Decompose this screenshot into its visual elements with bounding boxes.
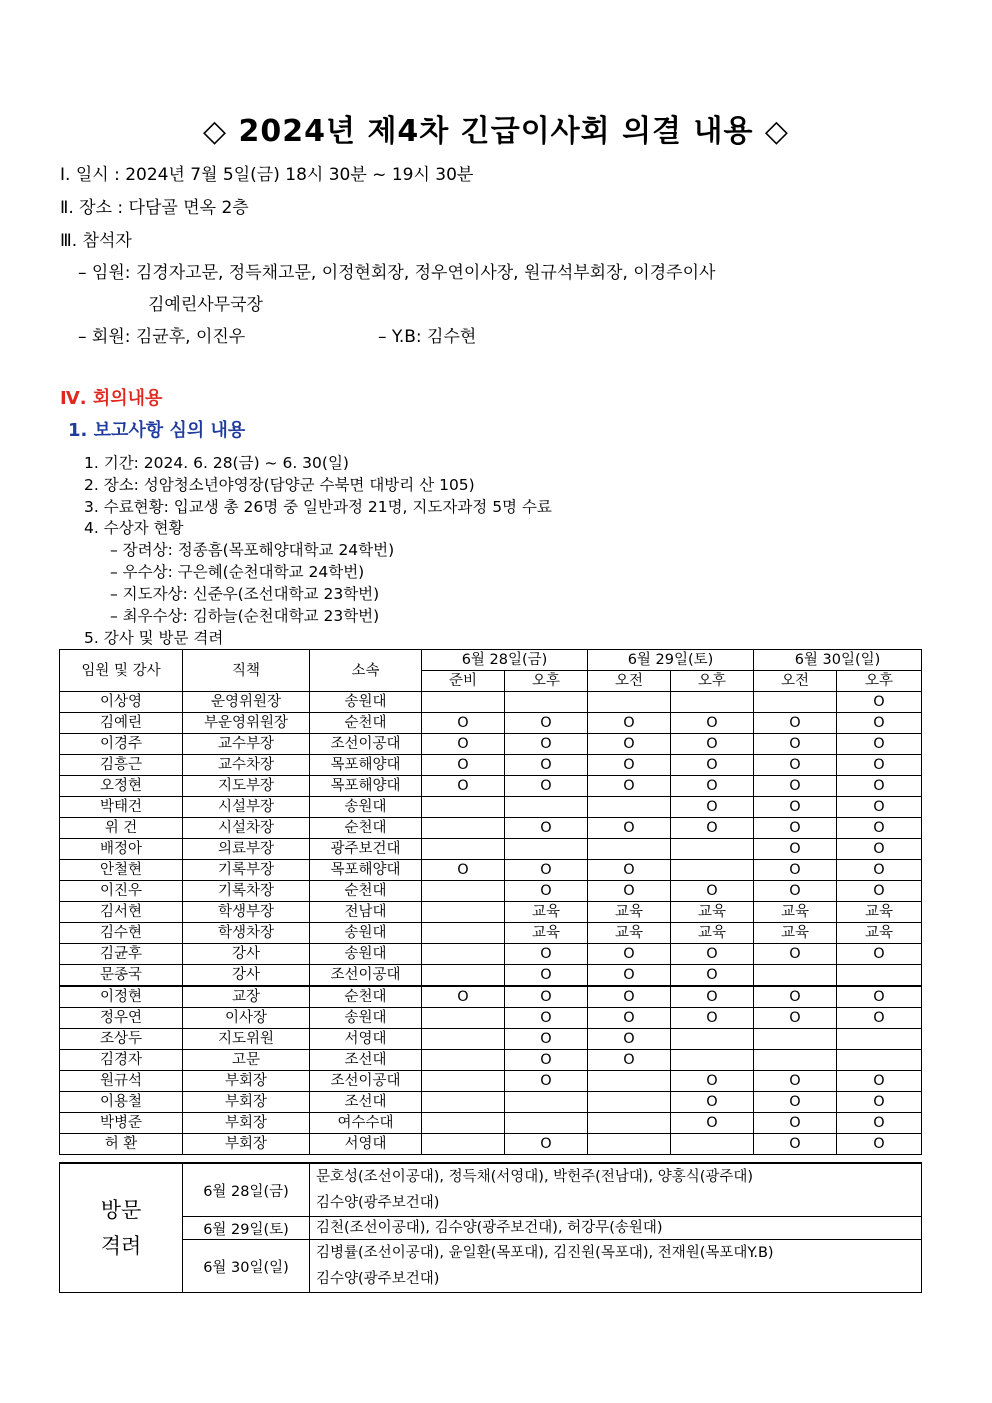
cell-role: 강사 (183, 965, 310, 987)
cell-name: 이상영 (60, 692, 183, 713)
document-title: ◇ 2024년 제4차 긴급이사회 의결 내용 ◇ (203, 114, 789, 149)
cell-attendance: O (671, 776, 754, 797)
cell-attendance: O (505, 1071, 588, 1092)
cell-name: 김경자 (60, 1050, 183, 1071)
cell-role: 부회장 (183, 1113, 310, 1134)
cell-attendance: O (505, 755, 588, 776)
cell-attendance: O (837, 755, 922, 776)
cell-attendance: O (505, 818, 588, 839)
cell-attendance: O (588, 860, 671, 881)
cell-attendance: O (754, 713, 837, 734)
cell-attendance: O (422, 776, 505, 797)
cell-attendance (588, 1092, 671, 1113)
cell-org: 목포해양대 (310, 755, 422, 776)
cell-name: 문종국 (60, 965, 183, 987)
cell-attendance: O (671, 797, 754, 818)
cell-org: 순천대 (310, 881, 422, 902)
cell-attendance: O (671, 1113, 754, 1134)
cell-attendance: O (754, 1092, 837, 1113)
cell-attendance: O (505, 986, 588, 1008)
cell-attendance (754, 692, 837, 713)
attendees-officers-cont: 김예린사무국장 (148, 295, 263, 315)
cell-org: 송원대 (310, 692, 422, 713)
header-day1: 6월 28일(금) (422, 650, 588, 671)
cell-attendance: 교육 (588, 923, 671, 944)
visit-names (310, 1163, 922, 1217)
cell-name: 김균후 (60, 944, 183, 965)
cell-org: 송원대 (310, 944, 422, 965)
cell-attendance (505, 1092, 588, 1113)
header-slot: 오전 (754, 671, 837, 692)
cell-attendance: 교육 (837, 902, 922, 923)
cell-role: 운영위원장 (183, 692, 310, 713)
cell-attendance: O (754, 1071, 837, 1092)
cell-attendance: O (588, 986, 671, 1008)
cell-name: 이경주 (60, 734, 183, 755)
table-row (60, 1092, 922, 1113)
cell-attendance: O (671, 1092, 754, 1113)
cell-role: 부운영위원장 (183, 713, 310, 734)
cell-attendance: 교육 (671, 923, 754, 944)
cell-attendance: 교육 (505, 902, 588, 923)
header-day3: 6월 30일(일) (754, 650, 922, 671)
cell-attendance (422, 902, 505, 923)
cell-attendance: O (422, 713, 505, 734)
cell-attendance: O (837, 713, 922, 734)
header-slot: 오후 (505, 671, 588, 692)
cell-attendance (754, 1029, 837, 1050)
cell-attendance: O (837, 818, 922, 839)
cell-attendance (422, 965, 505, 987)
cell-attendance: 교육 (754, 923, 837, 944)
cell-attendance (754, 1050, 837, 1071)
cell-attendance: O (754, 797, 837, 818)
cell-attendance: O (588, 734, 671, 755)
cell-attendance: O (837, 1092, 922, 1113)
visit-date: 6월 28일(금) (183, 1163, 310, 1217)
cell-role: 의료부장 (183, 839, 310, 860)
cell-attendance (837, 965, 922, 987)
table-row (60, 965, 922, 987)
cell-attendance (422, 1113, 505, 1134)
cell-attendance: O (588, 755, 671, 776)
attendees-members: – 회원: 김균후, 이진우 (78, 327, 246, 347)
table-row (60, 1050, 922, 1071)
visit-names-line: 김천(조선이공대), 김수양(광주보건대), 허강무(송원대) (310, 1217, 922, 1240)
cell-org: 서영대 (310, 1029, 422, 1050)
cell-role: 고문 (183, 1050, 310, 1071)
cell-attendance: O (671, 965, 754, 987)
cell-attendance: O (754, 1134, 837, 1155)
cell-attendance: O (588, 1008, 671, 1029)
cell-attendance: O (754, 1008, 837, 1029)
item-instructors: 5. 강사 및 방문 격려 (84, 629, 224, 647)
header-slot: 오전 (588, 671, 671, 692)
table-row (60, 692, 922, 713)
item-awards: 4. 수상자 현황 (84, 519, 184, 537)
cell-role: 기록차장 (183, 881, 310, 902)
cell-name: 김수현 (60, 923, 183, 944)
cell-attendance: O (505, 734, 588, 755)
item-period: 1. 기간: 2024. 6. 28(금) ~ 6. 30(일) (84, 454, 349, 472)
cell-attendance: O (837, 986, 922, 1008)
table-row (60, 734, 922, 755)
cell-attendance: O (422, 986, 505, 1008)
cell-name: 이용철 (60, 1092, 183, 1113)
cell-name: 김서현 (60, 902, 183, 923)
cell-attendance: O (588, 713, 671, 734)
cell-role: 지도부장 (183, 776, 310, 797)
table-row (60, 860, 922, 881)
cell-attendance: O (505, 944, 588, 965)
header-role: 직책 (183, 650, 310, 692)
cell-attendance: O (837, 692, 922, 713)
cell-attendance (588, 839, 671, 860)
table-row (60, 923, 922, 944)
cell-attendance (505, 797, 588, 818)
cell-attendance: O (588, 818, 671, 839)
cell-org: 서영대 (310, 1134, 422, 1155)
cell-attendance (588, 1134, 671, 1155)
table-row (60, 776, 922, 797)
table-row (60, 1008, 922, 1029)
cell-role: 부회장 (183, 1071, 310, 1092)
cell-org: 목포해양대 (310, 776, 422, 797)
cell-name: 이진우 (60, 881, 183, 902)
header-slot: 오후 (837, 671, 922, 692)
cell-attendance (422, 1008, 505, 1029)
cell-attendance: O (588, 776, 671, 797)
cell-attendance: O (754, 1113, 837, 1134)
cell-attendance: O (588, 1029, 671, 1050)
cell-attendance: O (837, 944, 922, 965)
item-completion: 3. 수료현황: 입교생 총 26명 중 일반과정 21명, 지도자과정 5명 수료 (84, 498, 552, 516)
cell-attendance: O (505, 881, 588, 902)
attendees-yb: – Y.B: 김수현 (378, 327, 477, 347)
cell-attendance: O (837, 881, 922, 902)
cell-role: 부회장 (183, 1134, 310, 1155)
cell-attendance: O (671, 734, 754, 755)
cell-attendance (837, 1029, 922, 1050)
table-row (60, 1134, 922, 1155)
cell-attendance (422, 797, 505, 818)
header-name: 임원 및 강사 (60, 650, 183, 692)
cell-attendance: O (671, 1071, 754, 1092)
visit-label-line1: 방문 (100, 1198, 142, 1222)
cell-name: 박병준 (60, 1113, 183, 1134)
cell-name: 김흥근 (60, 755, 183, 776)
cell-attendance: O (754, 776, 837, 797)
cell-org: 순천대 (310, 986, 422, 1008)
header-day2: 6월 29일(토) (588, 650, 754, 671)
cell-name: 위 건 (60, 818, 183, 839)
table-row (60, 902, 922, 923)
cell-org: 조선대 (310, 1050, 422, 1071)
cell-role: 교장 (183, 986, 310, 1008)
cell-attendance: O (588, 965, 671, 987)
cell-name: 박태건 (60, 797, 183, 818)
attendance-table (59, 649, 922, 1155)
cell-attendance (422, 944, 505, 965)
cell-org: 조선이공대 (310, 734, 422, 755)
cell-attendance: O (505, 965, 588, 987)
visit-date: 6월 29일(토) (183, 1217, 310, 1240)
cell-attendance: O (754, 881, 837, 902)
cell-name: 허 환 (60, 1134, 183, 1155)
cell-attendance: O (837, 797, 922, 818)
meeting-location: Ⅱ. 장소 : 다담골 면옥 2층 (60, 198, 249, 218)
cell-attendance (422, 692, 505, 713)
cell-attendance (671, 1050, 754, 1071)
cell-attendance (588, 1113, 671, 1134)
cell-attendance (422, 1029, 505, 1050)
table-row (60, 1113, 922, 1134)
attendees-heading: Ⅲ. 참석자 (60, 231, 132, 251)
cell-attendance (422, 839, 505, 860)
visit-names-line: 김수양(광주보건대) (316, 1271, 440, 1287)
cell-attendance: O (505, 1050, 588, 1071)
cell-role: 학생차장 (183, 923, 310, 944)
cell-attendance: O (837, 1134, 922, 1155)
cell-attendance: O (837, 860, 922, 881)
award-4: – 최우수상: 김하늘(순천대학교 23학번) (110, 607, 380, 625)
cell-name: 안철현 (60, 860, 183, 881)
cell-attendance: 교육 (837, 923, 922, 944)
cell-attendance (588, 797, 671, 818)
cell-attendance (422, 1134, 505, 1155)
cell-attendance: O (754, 986, 837, 1008)
header-slot: 준비 (422, 671, 505, 692)
cell-org: 광주보건대 (310, 839, 422, 860)
visit-names-line: 김병률(조선이공대), 윤일환(목포대), 김진원(목포대), 전재원(목포대Y.B) (316, 1245, 774, 1261)
cell-name: 이정현 (60, 986, 183, 1008)
table-row (60, 1029, 922, 1050)
award-1: – 장려상: 정종흠(목포해양대학교 24학번) (110, 541, 395, 559)
cell-attendance: O (505, 776, 588, 797)
cell-role: 부회장 (183, 1092, 310, 1113)
cell-attendance: O (754, 734, 837, 755)
cell-org: 송원대 (310, 797, 422, 818)
cell-attendance: O (671, 1008, 754, 1029)
cell-attendance (671, 839, 754, 860)
cell-attendance (422, 1092, 505, 1113)
cell-attendance: 교육 (671, 902, 754, 923)
table-row (60, 944, 922, 965)
cell-attendance (671, 860, 754, 881)
cell-role: 강사 (183, 944, 310, 965)
table-row (60, 755, 922, 776)
cell-attendance (837, 1050, 922, 1071)
visit-names-line: 문호성(조선이공대), 정득채(서영대), 박헌주(전남대), 양홍식(광주대) (316, 1169, 754, 1185)
cell-org: 순천대 (310, 818, 422, 839)
cell-attendance: 교육 (505, 923, 588, 944)
cell-attendance (422, 1050, 505, 1071)
cell-attendance: O (505, 713, 588, 734)
cell-attendance: 교육 (588, 902, 671, 923)
table-row (60, 839, 922, 860)
cell-attendance (422, 818, 505, 839)
award-2: – 우수상: 구은혜(순천대학교 24학번) (110, 563, 365, 581)
cell-name: 정우연 (60, 1008, 183, 1029)
cell-org: 조선이공대 (310, 965, 422, 987)
cell-attendance: O (588, 881, 671, 902)
cell-attendance (422, 1071, 505, 1092)
visit-label (60, 1163, 183, 1293)
cell-org: 목포해양대 (310, 860, 422, 881)
cell-name: 김예린 (60, 713, 183, 734)
cell-role: 이사장 (183, 1008, 310, 1029)
cell-attendance: O (671, 944, 754, 965)
cell-org: 여수수대 (310, 1113, 422, 1134)
header-org: 소속 (310, 650, 422, 692)
cell-role: 지도위원 (183, 1029, 310, 1050)
cell-attendance: O (505, 860, 588, 881)
header-slot: 오후 (671, 671, 754, 692)
cell-role: 학생부장 (183, 902, 310, 923)
cell-attendance (505, 1113, 588, 1134)
cell-attendance (422, 923, 505, 944)
cell-role: 교수차장 (183, 755, 310, 776)
cell-attendance: O (754, 860, 837, 881)
table-row (60, 818, 922, 839)
cell-attendance: O (422, 734, 505, 755)
cell-name: 배정아 (60, 839, 183, 860)
cell-attendance (671, 1134, 754, 1155)
cell-role: 시설차장 (183, 818, 310, 839)
cell-role: 교수부장 (183, 734, 310, 755)
table-row (60, 713, 922, 734)
cell-org: 송원대 (310, 1008, 422, 1029)
cell-attendance: O (754, 818, 837, 839)
cell-role: 기록부장 (183, 860, 310, 881)
cell-attendance: O (671, 881, 754, 902)
cell-org: 전남대 (310, 902, 422, 923)
cell-org: 조선대 (310, 1092, 422, 1113)
cell-attendance: O (837, 734, 922, 755)
cell-attendance: O (671, 818, 754, 839)
cell-attendance: O (754, 944, 837, 965)
cell-attendance (422, 881, 505, 902)
table-row (60, 881, 922, 902)
cell-attendance: O (837, 1071, 922, 1092)
cell-attendance: O (754, 839, 837, 860)
cell-attendance: O (754, 755, 837, 776)
cell-attendance: 교육 (754, 902, 837, 923)
cell-org: 순천대 (310, 713, 422, 734)
item-place: 2. 장소: 성암청소년야영장(담양군 수북면 대방리 산 105) (84, 476, 475, 494)
table-row (60, 986, 922, 1008)
cell-org: 조선이공대 (310, 1071, 422, 1092)
award-3: – 지도자상: 신준우(조선대학교 23학번) (110, 585, 380, 603)
cell-name: 조상두 (60, 1029, 183, 1050)
table-row (60, 797, 922, 818)
table-row (60, 1071, 922, 1092)
meeting-datetime: Ⅰ. 일시 : 2024년 7월 5일(금) 18시 30분 ~ 19시 30분 (60, 165, 474, 185)
cell-attendance: O (505, 1008, 588, 1029)
cell-attendance: O (422, 755, 505, 776)
cell-attendance: O (837, 776, 922, 797)
visit-table (59, 1162, 922, 1293)
cell-org: 송원대 (310, 923, 422, 944)
visit-names (310, 1240, 922, 1293)
visit-names-line: 김수양(광주보건대) (316, 1195, 440, 1211)
visit-date: 6월 30일(일) (183, 1240, 310, 1293)
cell-attendance: O (837, 839, 922, 860)
subsection-heading: 1. 보고사항 심의 내용 (68, 420, 246, 441)
cell-attendance: O (837, 1113, 922, 1134)
cell-attendance (754, 965, 837, 987)
cell-attendance: O (671, 986, 754, 1008)
visit-label-line2: 격려 (100, 1234, 142, 1258)
cell-attendance (588, 692, 671, 713)
cell-attendance: O (588, 944, 671, 965)
section-heading: Ⅳ. 회의내용 (60, 388, 163, 409)
cell-attendance (505, 839, 588, 860)
cell-attendance: O (837, 1008, 922, 1029)
cell-attendance: O (422, 860, 505, 881)
attendees-officers: – 임원: 김경자고문, 정득채고문, 이정현회장, 정우연이사장, 원규석부회장, 이경주이사 (78, 263, 716, 283)
cell-attendance (588, 1071, 671, 1092)
cell-role: 시설부장 (183, 797, 310, 818)
cell-attendance: O (505, 1134, 588, 1155)
cell-attendance: O (588, 1050, 671, 1071)
cell-name: 오정현 (60, 776, 183, 797)
cell-attendance: O (505, 1029, 588, 1050)
cell-attendance: O (671, 713, 754, 734)
cell-attendance: O (671, 755, 754, 776)
cell-attendance (671, 692, 754, 713)
cell-attendance (671, 1029, 754, 1050)
cell-name: 원규석 (60, 1071, 183, 1092)
cell-attendance (505, 692, 588, 713)
